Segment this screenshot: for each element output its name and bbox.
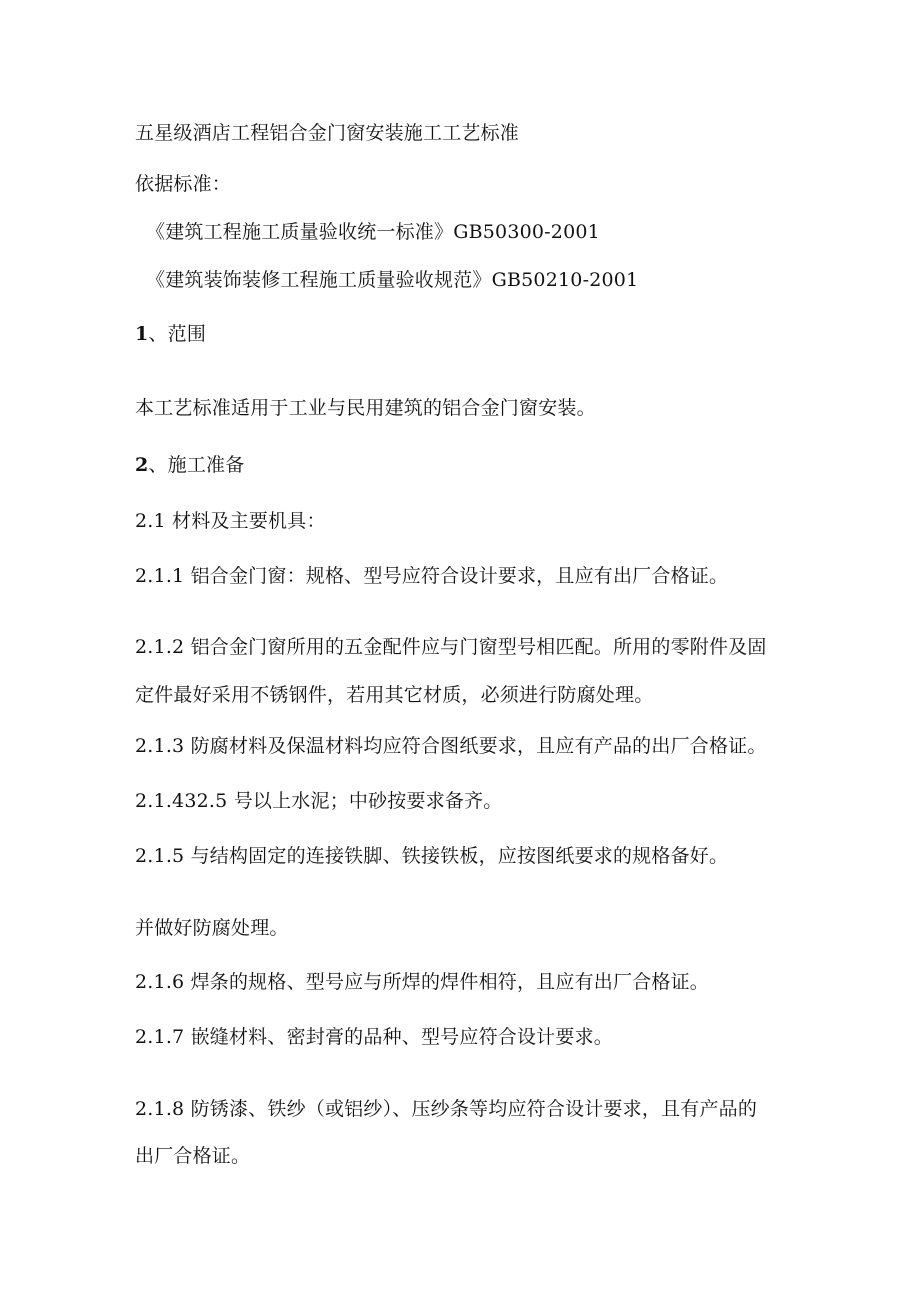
- paragraph-line: 2.1.7 嵌缝材料、密封膏的品种、型号应符合设计要求。: [135, 1026, 613, 1048]
- basis-label: 依据标准：: [135, 173, 232, 195]
- paragraph-line: 出厂合格证。: [135, 1145, 251, 1167]
- standard-item: 《建筑装饰装修工程施工质量验收规范》GB50210-2001: [146, 269, 639, 291]
- document-title: 五星级酒店工程铝合金门窗安装施工工艺标准: [135, 122, 520, 144]
- paragraph-line: 2.1.5 与结构固定的连接铁脚、铁接铁板，应按图纸要求的规格备好。: [135, 845, 729, 867]
- standard-item: 《建筑工程施工质量验收统一标准》GB50300-2001: [146, 221, 600, 243]
- paragraph-line: 并做好防腐处理。: [135, 917, 289, 939]
- section-heading-1: [135, 322, 206, 346]
- paragraph-line: 2.1.432.5 号以上水泥；中砂按要求备齐。: [135, 790, 503, 812]
- subsection-2-1: 2.1 材料及主要机具：: [135, 510, 326, 532]
- paragraph-line: 2.1.8 防锈漆、铁纱（或铝纱）、压纱条等均应符合设计要求，且有产品的: [135, 1098, 758, 1120]
- paragraph-line: 2.1.3 防腐材料及保温材料均应符合图纸要求，且应有产品的出厂合格证。: [135, 735, 767, 757]
- section-1-body: 本工艺标准适用于工业与民用建筑的铝合金门窗安装。: [135, 397, 596, 419]
- section-title: 、范围: [148, 323, 207, 345]
- section-heading-2: [135, 453, 244, 477]
- section-title: 、施工准备: [148, 454, 245, 476]
- paragraph-line: 2.1.2 铝合金门窗所用的五金配件应与门窗型号相匹配。所用的零附件及固: [135, 636, 767, 658]
- paragraph-line: 定件最好采用不锈钢件，若用其它材质，必须进行防腐处理。: [135, 684, 654, 706]
- section-number: 1: [135, 323, 149, 345]
- section-number: 2: [135, 454, 149, 476]
- paragraph-line: 2.1.1 铝合金门窗：规格、型号应符合设计要求，且应有出厂合格证。: [135, 565, 729, 587]
- paragraph-line: 2.1.6 焊条的规格、型号应与所焊的焊件相符，且应有出厂合格证。: [135, 971, 709, 993]
